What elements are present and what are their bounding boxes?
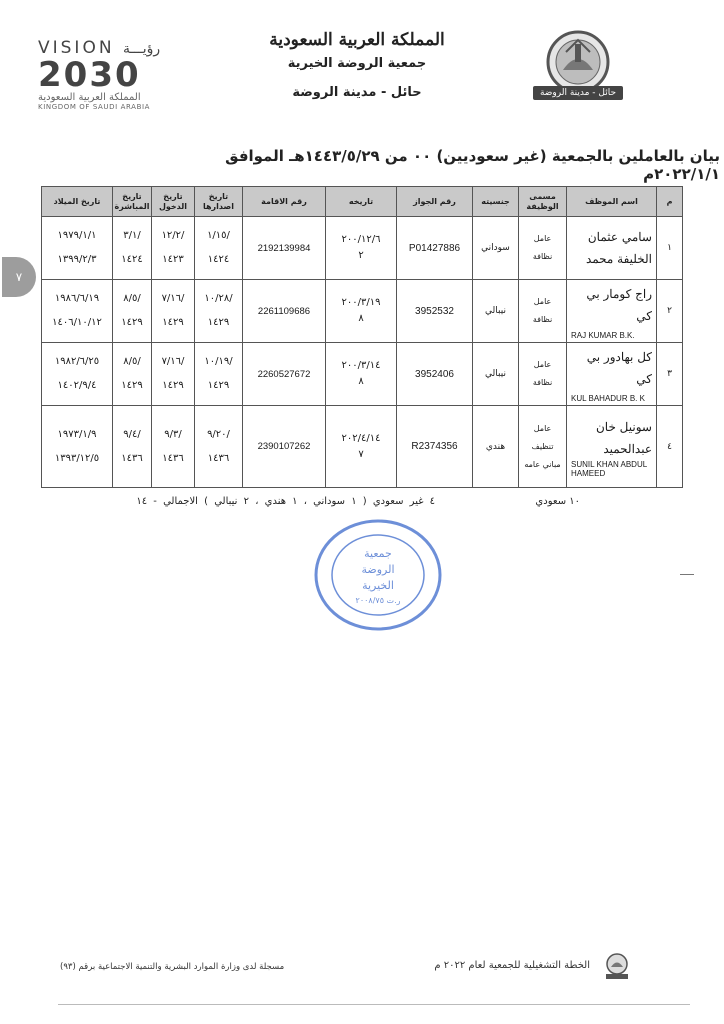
header-passport: رقم الجواز [397,187,473,217]
cell-idx: ١ [657,217,683,280]
table-row [42,406,683,488]
job-line: مباني عامه [524,459,561,469]
cell-entry-date [152,280,195,343]
cell-job [519,280,567,343]
job-line: نظافة [532,378,553,387]
job-line: عامل [533,423,552,433]
name-english: KUL BAHADUR B. K [571,393,645,403]
association-name: جمعية الروضة الخيرية [287,56,427,71]
date-line: ٨ [358,376,364,387]
vision-word: VISION [38,38,115,58]
table-row [42,217,683,280]
cell-passport-date [326,280,397,343]
logo-caption: حائل - مدينة الروضة [533,86,623,100]
date-line: /٧/١٦ [161,356,185,367]
letterhead [262,30,452,100]
stamp-line: ر.ت ٢٠٠٨/٧٥ [355,596,401,605]
date-line: /٨/٥ [123,293,141,304]
date-line: ١٤٣٦ [121,452,143,464]
header-birth-date: تاريخ الميلاد [42,187,113,217]
date-line: ١٤٢٤ [121,254,143,265]
date-line: ١٤٢٩ [162,317,184,328]
cell-issue-date [195,406,243,488]
cell-iqama: 2390107262 [243,406,326,488]
cell-issue-date [195,217,243,280]
date-line: /٨/٥ [123,356,141,367]
cell-entry-date [152,217,195,280]
date-line: ١٤٢٩ [121,380,143,391]
name-arabic: سونيل خان [595,419,652,434]
date-line: ١٩٨٢/٦/٢٥ [54,356,100,367]
cell-name [567,406,657,488]
stamp-line: الروضة [361,563,395,576]
cell-nationality: هندي [473,406,519,488]
date-line: /١٢/٢ [161,230,185,241]
cell-iqama: 2260527672 [243,343,326,406]
date-line: /٣/١ [123,230,141,241]
date-line: ١٩٨٦/٦/١٩ [54,293,100,304]
cell-nationality: نيبالي [473,280,519,343]
header-nationality: جنسيته [473,187,519,217]
vision-2030-logo [38,38,166,111]
table-header-row [42,187,683,217]
date-line: ١٤٢٩ [207,317,230,328]
date-line: ١٤٠٢/٩/٤ [57,380,97,391]
cell-passport: P01427886 [397,217,473,280]
date-line: /٩/٤ [123,428,141,440]
cell-start-date [113,343,152,406]
date-line: ١٣٩٣/١٢/٥ [54,452,100,464]
date-line: /٩/٢٠ [207,428,230,440]
date-line: ٢٠٠/١٢/٦ [341,234,381,245]
job-line: عامل [533,297,552,306]
cell-passport-date [326,343,397,406]
name-arabic: عبدالحميد [603,441,652,456]
header-passport-date: تاريخه [326,187,397,217]
staff-summary [60,496,580,516]
job-line: نظافة [532,315,553,324]
kingdom-name: المملكة العربية السعودية [269,30,445,50]
cell-passport-date [326,217,397,280]
cell-entry-date [152,343,195,406]
cell-start-date [113,406,152,488]
cell-birth-date [42,406,113,488]
vision-year: 2030 [38,55,141,95]
margin-mark [680,574,694,575]
name-english: RAJ KUMAR B.K. [571,330,635,340]
header-idx: م [657,187,683,217]
job-line: تنظيف [531,441,554,451]
date-line: /١٠/٢٨ [204,293,233,304]
cell-nationality: سوداني [473,217,519,280]
cell-birth-date [42,217,113,280]
header-entry-date: تاريخ الدخول [152,187,195,217]
date-line: ٢٠٢/٤/١٤ [341,432,381,444]
job-line: نظافة [532,252,553,261]
summary-saudi: ١٠ سعودي [535,496,580,507]
cell-passport: 3952406 [397,343,473,406]
date-line: ١٤٢٩ [121,317,143,328]
cell-birth-date [42,343,113,406]
vision-arabic-kingdom: المملكة العربية السعودية [38,92,141,103]
footer-logo-icon [600,952,634,980]
vision-arabic-word: رؤيـــة [122,41,161,57]
cell-issue-date [195,343,243,406]
date-line: ١٤٢٩ [207,380,230,391]
page-number-tab: ٧ [2,257,36,297]
cell-iqama: 2261109686 [243,280,326,343]
cell-start-date [113,280,152,343]
cell-job [519,343,567,406]
date-line: ١٤٠٦/١٠/١٢ [52,317,102,328]
date-line: ٢٠٠/٣/١٩ [341,297,381,308]
cell-birth-date [42,280,113,343]
cell-start-date [113,217,152,280]
cell-name [567,217,657,280]
stamp-line: الخيرية [362,579,394,592]
date-line: /٩/٣ [164,428,182,440]
footer-plan-title: الخطة التشغيلية للجمعية لعام ٢٠٢٢ م [434,960,590,971]
cell-issue-date [195,280,243,343]
date-line: ١٣٩٩/٢/٣ [57,254,97,265]
cell-name [567,343,657,406]
job-line: عامل [533,360,552,369]
vision-english-kingdom: KINGDOM OF SAUDI ARABIA [38,103,151,111]
cell-idx: ٣ [657,343,683,406]
official-stamp-icon [312,517,444,633]
cell-passport-date [326,406,397,488]
date-line: ٢ [358,250,364,261]
cell-entry-date [152,406,195,488]
header-iqama: رقم الاقامة [243,187,326,217]
date-line: /١/١٥ [207,230,230,241]
cell-idx: ٤ [657,406,683,488]
name-english: SUNIL KHAN ABDUL HAMEED [571,459,647,478]
staff-table [41,186,683,488]
job-line: عامل [533,234,552,243]
date-line: ١٤٣٦ [162,452,184,464]
header-issue-date: تاريخ اصدارها [195,187,243,217]
date-line: ١٤٢٣ [162,254,184,265]
header-start-date: تاريخ المباشرة [113,187,152,217]
name-arabic: راج كومار بي كي [586,286,652,323]
footer-registration: مسجلة لدى وزارة الموارد البشرية والتنمية الاجتماعية برقم (٩٣) [60,962,285,972]
association-location: حائل - مدينة الروضة [292,85,422,100]
stamp-line: جمعية [364,547,392,560]
date-line: ٢٠٠/٣/١٤ [341,360,381,371]
footer-divider [58,1004,690,1005]
cell-passport: R2374356 [397,406,473,488]
cell-nationality: نيبالي [473,343,519,406]
date-line: ٧ [358,448,364,460]
document-title: بيان بالعاملين بالجمعية (غير سعوديين) ٠٠ من ١٤٤٣/٥/٢٩هـ الموافق ٢٠٢٢/١/١م [225,147,720,183]
cell-idx: ٢ [657,280,683,343]
date-line: ٨ [358,313,364,324]
name-arabic: سامي عثمان [587,230,652,244]
header-name: اسم الموظف [567,187,657,217]
date-line: ١٤٢٤ [207,254,230,265]
table-row [42,343,683,406]
cell-name [567,280,657,343]
date-line: ١٩٧٩/١/١ [57,230,97,241]
name-arabic: الخليفة محمد [585,252,652,266]
cell-job [519,217,567,280]
summary-non-saudi: ٤ غير سعودي ( ١ سوداني ، ١ هندي ، ٢ نيبالي ) الاجمالي - ١٤ [136,496,435,507]
cell-passport: 3952532 [397,280,473,343]
date-line: ١٤٢٩ [162,380,184,391]
header-job: مسمى الوظيفة [519,187,567,217]
cell-iqama: 2192139984 [243,217,326,280]
cell-job [519,406,567,488]
date-line: ١٩٧٣/١/٩ [57,428,97,440]
date-line: ١٤٣٦ [207,452,230,464]
table-row [42,280,683,343]
date-line: /١٠/١٩ [204,356,233,367]
name-arabic: كل بهادور بي كي [586,349,652,386]
date-line: /٧/١٦ [161,293,185,304]
